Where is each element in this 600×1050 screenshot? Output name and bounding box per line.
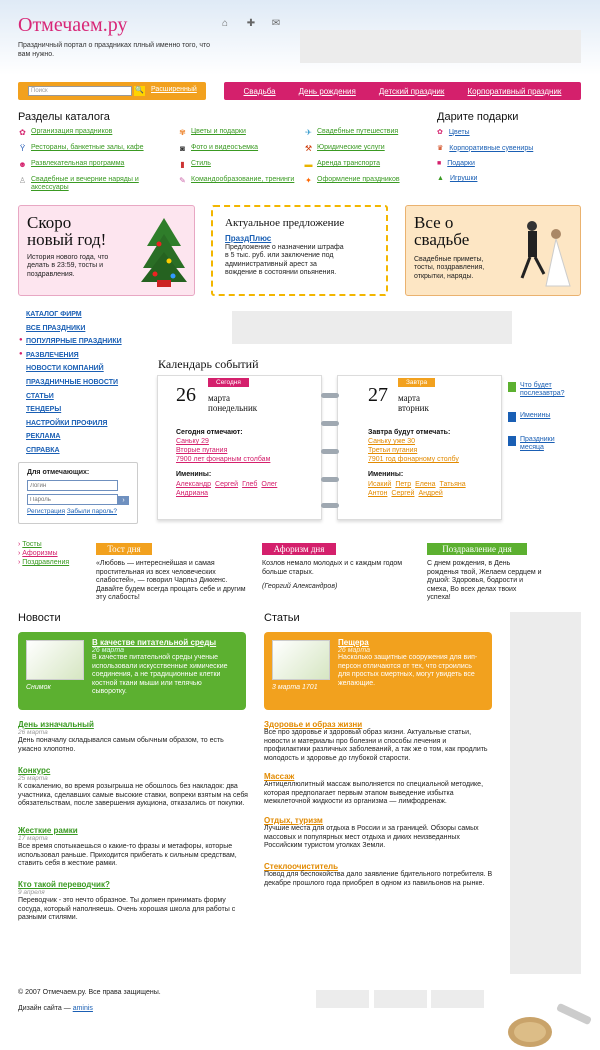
name-link[interactable]: Андриана [176,490,209,497]
article-headline[interactable]: Здоровье и образ жизни [264,720,363,729]
bullet-icon: ● [19,337,23,343]
article-headline[interactable]: Стеклоочиститель [264,862,339,871]
news-item [18,826,248,869]
featured-date: 26 марта [92,647,124,654]
today-names [176,480,286,498]
binder-ring [321,477,339,482]
login-title: Для отмечающих: [27,469,90,476]
page-icon [508,382,516,392]
featured-text: В качестве питательной среды ученые использовали искусственные химические соединения, а не традиционные клетки костной ткани мыши или телячью сыворотку. [92,654,228,696]
side-link[interactable]: Праздники месяца [520,436,555,451]
top-menu-item[interactable]: День рождения [298,86,356,96]
nav-item[interactable]: РАЗВЛЕЧЕНИЯ [26,351,79,359]
event-link[interactable]: 7900 лет фонарным столбам [176,456,271,463]
catalog-item[interactable]: Командообразование, тренинги [191,176,295,183]
articles-featured[interactable] [264,632,492,710]
catalog-col2 [178,128,298,185]
top-menu [224,82,581,100]
catalog-item[interactable]: Свадебные и вечерние наряды и аксессуары [31,176,139,191]
today-sub: Сегодня отмечают: [176,429,243,436]
nav-item[interactable]: КАТАЛОГ ФИРМ [26,311,82,318]
nav-item[interactable]: НОВОСТИ КОМПАНИЙ [26,365,104,373]
gavel-icon: ⚒ [304,144,313,153]
tomorrow-weekday: вторник [398,403,429,413]
toast-title: Тост дня [96,543,152,555]
arrow-icon: › [18,541,21,548]
login-go-button[interactable]: › [118,496,129,505]
news-item [18,880,248,923]
calendar-page-today [157,375,322,520]
article-item [264,772,494,807]
password-field[interactable] [27,494,118,505]
today-weekday: понедельник [208,403,258,413]
tab-aphorisms[interactable]: Афоризмы [22,550,58,557]
name-link[interactable]: Елена [415,481,436,488]
catalog-item[interactable]: Развлекательная программа [31,160,125,167]
calendar-page-tomorrow [337,375,502,520]
nav-item[interactable]: ВСЕ ПРАЗДНИКИ [26,324,86,332]
promo-text: Свадебные приметы, тосты, поздравления, открытки, наряды. [414,256,485,280]
promo-title: Актуальное предложение [225,217,345,229]
car-icon: ▬ [304,160,313,169]
calendar-title: Календарь событий [158,357,259,371]
news-text: Переводчик - это нечто образное. Ты должен принимать форму сосуда, который наполняешь. Очень хорошая школа для работы с разными стилями. [18,897,236,922]
article-headline[interactable]: Массаж [264,772,295,781]
designer-link[interactable]: aminis [72,1005,93,1012]
flower-icon: ✿ [437,129,443,136]
nav-item[interactable]: СПРАВКА [26,446,60,454]
news-date: 25 марта [18,775,48,782]
plus-icon[interactable]: ✚ [246,18,256,29]
sidebar-ad-placeholder [510,612,581,974]
counter-placeholder [316,990,369,1008]
counter-placeholder [374,990,427,1008]
side-link[interactable]: Что будет послезавтра? [520,382,565,397]
footer-design [18,1005,93,1012]
news-headline[interactable]: День изначальный [18,720,94,729]
toy-icon: ▲ [437,175,444,182]
name-link[interactable]: Сергей [215,481,239,488]
event-link[interactable]: 7901 год фонарному столбу [368,456,459,463]
article-item [264,720,494,763]
news-text: Все время спотыкаешься о какие-то фразы и метафоры, которые использовал раньше. Приходится прибегать к сильным средствам, ставить себя в жесткие рамки. [18,843,237,868]
promo-title: Скоро новый год! [27,213,107,249]
featured-headline[interactable]: Пещера [338,638,369,647]
name-link[interactable]: Олег [261,481,278,488]
name-link[interactable]: Антон [368,490,388,497]
promo-text: Предложение о назначении штрафа в 5 тыс. руб. или заключение под административный арест за вождение в состоянии опьянения. [225,244,344,277]
christmas-tree-icon [139,216,189,288]
greeting-text: С днем рождения, в День рожденья твой, Желаем сердцем и душой: Здоровья, бодрости и смеха, Во всех делах твоих успеха! [427,560,542,601]
calendar-book [157,375,507,520]
site-logo[interactable]: Отмечаем.ру [18,14,128,36]
name-link[interactable]: Татьяна [439,481,466,488]
calendar-side-links [508,382,578,452]
aphorism-title: Афоризм дня [262,543,336,555]
featured-headline[interactable]: В качестве питательной среды [92,638,217,647]
forgot-password-link[interactable]: Забыли пароль? [66,508,117,515]
featured-text: Насколько защитные сооружения для вип-персон отличаются от тех, что строились для простых смертных, могут увидеть все желающие. [338,654,478,687]
name-link[interactable]: Андрей [418,490,443,497]
event-link[interactable]: Вторые пугания [176,447,228,454]
bullet-icon: ● [19,351,23,357]
tomorrow-month: марта [398,393,421,403]
news-date: 9 апреля [18,889,45,896]
catalog-item[interactable]: Юридические услуги [317,144,385,151]
article-item [264,862,494,888]
catalog-item[interactable]: Стиль [191,160,211,167]
souvenir-icon: ♛ [437,145,444,152]
promo-offer[interactable] [211,205,388,296]
news-headline[interactable]: Конкурс [18,766,51,775]
article-text: Лучшие места для отдыха в России и за границей. Обзоры самых массовых и популярных мест отдыха и диких неизведанных Российским туристом уголках Земли. [264,825,479,850]
binder-ring [321,503,339,508]
name-link[interactable]: Петр [395,481,412,488]
design-label: Дизайн сайта — [18,1005,71,1012]
catalog-item[interactable]: Оформление праздников [317,176,400,183]
news-date: 26 марта [18,729,48,736]
banner-placeholder [300,30,581,63]
arrow-icon: › [18,559,21,566]
tomorrow-sub: Завтра будут отмечать: [368,429,451,436]
plane-icon: ✈ [305,128,312,137]
tomorrow-day: 27 [368,384,388,406]
name-link[interactable]: Исакий [368,481,392,488]
news-featured[interactable] [18,632,246,710]
thumbnail-caption: Снимок [26,684,51,691]
news-text: День поначалу складывался самым обычным образом, то есть ужасно хлопотно. [18,737,224,753]
news-date: 17 марта [18,835,48,842]
greeting-title: Поздравление дня [427,543,527,555]
site-tagline: Праздничный портал о праздниках плный именно того, что вам нужно. [18,42,211,58]
event-link[interactable]: Третьи пугания [368,447,418,454]
promo-text: История нового года, что делать в 23:59, тосты и поздравления. [27,254,109,278]
mask-icon: ☻ [18,160,27,169]
search-input[interactable]: Поиск [28,86,132,96]
gift-item[interactable]: Корпоративные сувениры [449,144,534,152]
catalog-item[interactable]: Свадебные путешествия [317,128,399,135]
aphorism-author: (Георгий Александров) [262,583,338,590]
today-tag: Сегодня [208,378,249,387]
side-link[interactable]: Именины [520,412,551,419]
aphorism-text: Козлов немало молодых и с каждым годом больше старых. [262,560,403,576]
top-menu-item[interactable]: Детский праздник [378,86,445,96]
promo-new-year[interactable] [18,205,195,296]
today-names-label: Именины: [176,471,212,478]
catalog-item[interactable]: Рестораны, банкетные залы, кафе [31,144,144,151]
promo-wedding[interactable] [405,205,581,296]
champagne-cork-icon [500,1000,598,1048]
login-form [18,462,138,524]
catalog-title: Разделы каталога [18,111,110,123]
top-menu-item[interactable]: Корпоративный праздник [467,86,562,96]
decoration-icon: ✦ [305,176,312,185]
thumbnail-caption: 3 марта 1701 [272,684,318,691]
news-headline[interactable]: Жесткие рамки [18,826,78,835]
today-day: 26 [176,384,196,406]
article-item [264,816,494,851]
nav-item[interactable]: ПОПУЛЯРНЫЕ ПРАЗДНИКИ [26,338,122,346]
cocktail-icon: Ÿ [19,144,26,153]
news-title: Новости [18,612,61,624]
tomorrow-names-label: Именины: [368,471,404,478]
top-menu-item[interactable]: Свадьба [243,86,276,96]
news-text: К сожалению, во время розыгрыша не обошлось без накладок: два участника, сделавших самые высокие ставки, вопреки взятым на себя обязательствам, после завершения аукциона, отказались от покупки. [18,783,248,808]
footer-copyright: © 2007 Отмечаем.ру. Все права защищены. [18,989,161,996]
today-month: марта [208,393,231,403]
toast-text: «Любовь — интереснейшая и самая простительная из всех человеческих слабостей», — говорил Чарльз Диккенс. Давайте будем всегда прощать себе и другим эту слабость! [96,560,246,601]
binder-ring [321,421,339,426]
catalog-col1 [18,128,168,192]
name-link[interactable]: Глеб [242,481,258,488]
catalog-item[interactable]: Организация праздников [31,128,113,135]
articles-title: Статьи [264,612,300,624]
news-item [18,720,248,754]
event-link[interactable]: Саньку уже 30 [368,438,416,445]
tomorrow-tag: Завтра [398,378,435,387]
catalog-item[interactable]: Фото и видеосъемка [191,144,259,151]
register-link[interactable]: Регистрация [27,508,65,515]
banner-placeholder [232,311,512,344]
event-link[interactable]: Саньку 29 [176,438,209,445]
nav-item[interactable]: РЕКЛАМА [26,433,61,441]
today-events [176,437,270,464]
page-icon [508,412,516,422]
search-icon[interactable]: 🔍 [135,87,144,94]
login-field[interactable] [27,480,118,491]
counter-placeholder [431,990,484,1008]
binder-ring [321,393,339,398]
camera-icon: ◙ [180,144,185,153]
news-thumbnail [26,640,84,680]
gift-item[interactable]: Подарки [447,160,475,167]
tab-toasts[interactable]: Тосты [22,541,42,548]
name-link[interactable]: Александр [176,481,212,488]
article-text: Антицеллюлитный массаж выполняется по специальной методике, которая предполагает первым этапом выведение избытка межклеточной жидкости из организма — лимфодренаж. [264,781,484,806]
news-item [18,766,248,809]
main-nav [26,308,138,458]
tomorrow-names [368,480,478,498]
promo-title: Все о свадьбе [414,213,470,249]
gift-item[interactable]: Цветы [448,128,470,136]
news-headline[interactable]: Кто такой переводчик? [18,880,110,889]
dress-icon: ♙ [18,176,27,185]
name-link[interactable]: Сергей [391,490,415,497]
tab-greetings[interactable]: Поздравления [22,559,70,566]
nav-item[interactable]: ПРАЗДНИЧНЫЕ НОВОСТИ [26,378,119,386]
nav-item[interactable]: СТАТЬИ [26,392,54,400]
catalog-item[interactable]: Аренда транспорта [317,160,381,167]
gifts-title: Дарите подарки [437,111,519,123]
page-icon [508,436,516,446]
party-icon: ✿ [19,128,26,137]
article-thumbnail [272,640,330,680]
wedding-couple-icon [510,216,576,294]
featured-date: 26 марта [338,647,370,654]
nav-item[interactable]: НАСТРОЙКИ ПРОФИЛЯ [26,419,108,427]
mail-icon[interactable]: ✉ [271,18,281,29]
flower-icon: ✾ [179,128,186,137]
gifts-list [437,128,577,182]
content-tabs [18,541,69,566]
gift-box-icon: ■ [437,160,442,167]
binder-ring [321,449,339,454]
article-headline[interactable]: Отдых, туризм [264,816,323,825]
nav-item[interactable]: ТЕНДЕРЫ [26,406,62,414]
gift-item[interactable]: Игрушки [449,175,478,182]
catalog-col3 [304,128,424,185]
home-icon[interactable]: ⌂ [221,18,229,29]
lipstick-icon: ▮ [180,160,185,169]
promo-link[interactable]: ПраздПлюс [225,234,272,243]
catalog-item[interactable]: Цветы и подарки [191,128,246,135]
arrow-icon: › [18,550,21,557]
tomorrow-events [368,437,459,464]
advanced-search-link[interactable]: Расширенный [151,86,197,93]
article-text: Повод для беспокойства дало заявление бдительного потребителя. В декабре прошлого года приобрел в одном из павильонов на рынке. [264,871,493,887]
article-text: Все про здоровье и здоровый образ жизни. Актуальные статьи, новости и материалы про болезни и способы лечения и профилактики различных заболеваний, а так же о том, как продлить молодость и здоровье до глубокой старости. [264,729,488,762]
pencil-icon: ✎ [179,176,186,185]
